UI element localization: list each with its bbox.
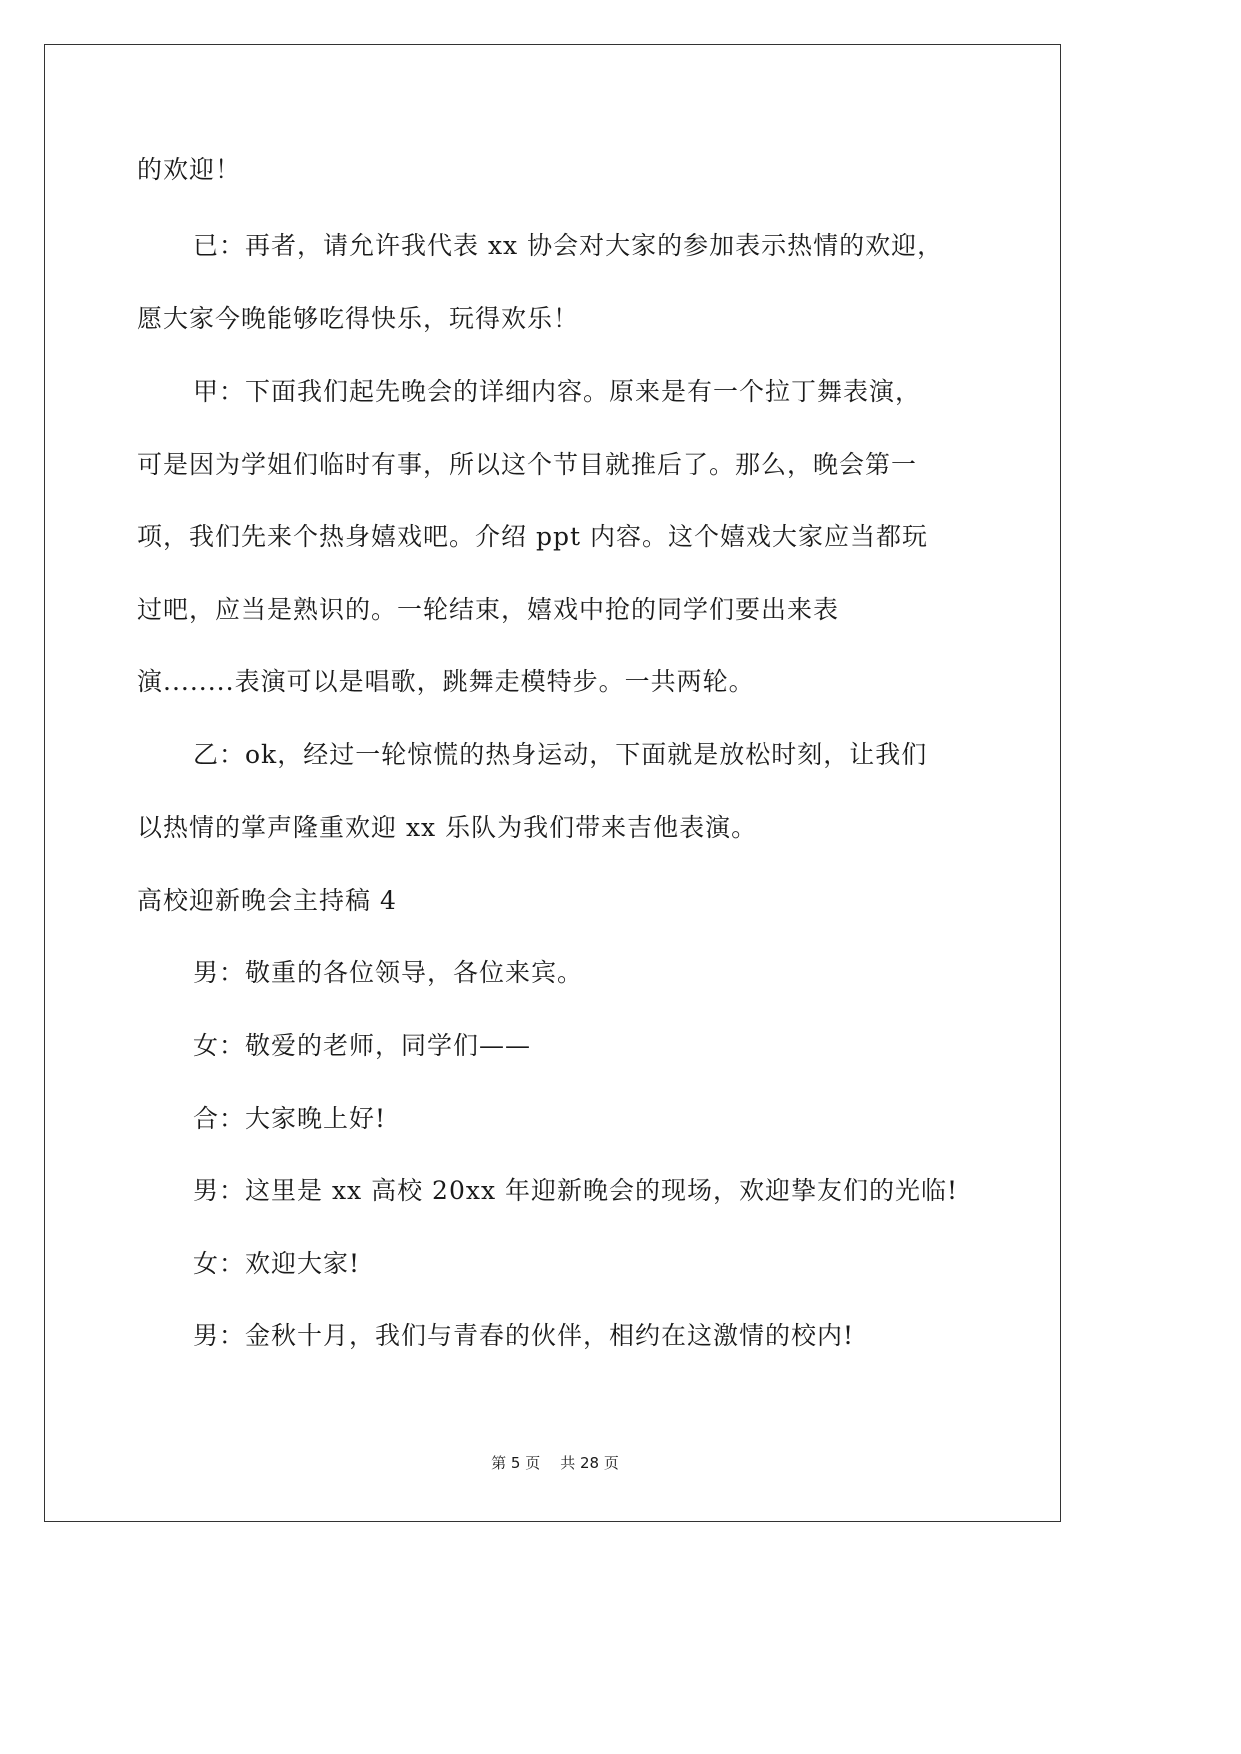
text-line-8: 演........表演可以是唱歌，跳舞走模特步。一共两轮。 [137,667,755,696]
text-line-3: 愿大家今晚能够吃得快乐，玩得欢乐！ [137,304,580,333]
page-number-total: 共 28 页 [560,1454,619,1472]
text-line-9: 乙：ok，经过一轮惊慌的热身运动，下面就是放松时刻，让我们 [193,740,928,769]
page-footer [0,1453,1110,1473]
text-line-16: 女：欢迎大家! [193,1249,361,1278]
text-line-17: 男：金秋十月，我们与青春的伙伴，相约在这激情的校内! [193,1321,855,1350]
text-line-12: 男：敬重的各位领导，各位来宾。 [193,958,584,987]
text-line-7: 过吧，应当是熟识的。一轮结束，嬉戏中抢的同学们要出来表 [137,595,840,624]
page-number-current: 第 5 页 [491,1454,541,1472]
text-line-4: 甲：下面我们起先晚会的详细内容。原来是有一个拉丁舞表演， [193,377,922,406]
text-line-15: 男：这里是 xx 高校 20xx 年迎新晚会的现场，欢迎挚友们的光临! [193,1176,959,1205]
section-heading: 高校迎新晚会主持稿 4 [137,886,397,915]
text-line-10: 以热情的掌声隆重欢迎 xx 乐队为我们带来吉他表演。 [137,813,758,842]
text-line-13: 女：敬爱的老师，同学们—— [193,1031,532,1060]
page-border [44,44,1061,1522]
text-line-6: 项，我们先来个热身嬉戏吧。介绍 ppt 内容。这个嬉戏大家应当都玩 [137,522,928,551]
text-line-5: 可是因为学姐们临时有事，所以这个节目就推后了。那么，晚会第一 [137,450,918,479]
text-line-14: 合：大家晚上好! [193,1104,387,1133]
text-line-2: 已：再者，请允许我代表 xx 协会对大家的参加表示热情的欢迎， [193,231,944,260]
text-line-1: 的欢迎！ [137,155,242,184]
